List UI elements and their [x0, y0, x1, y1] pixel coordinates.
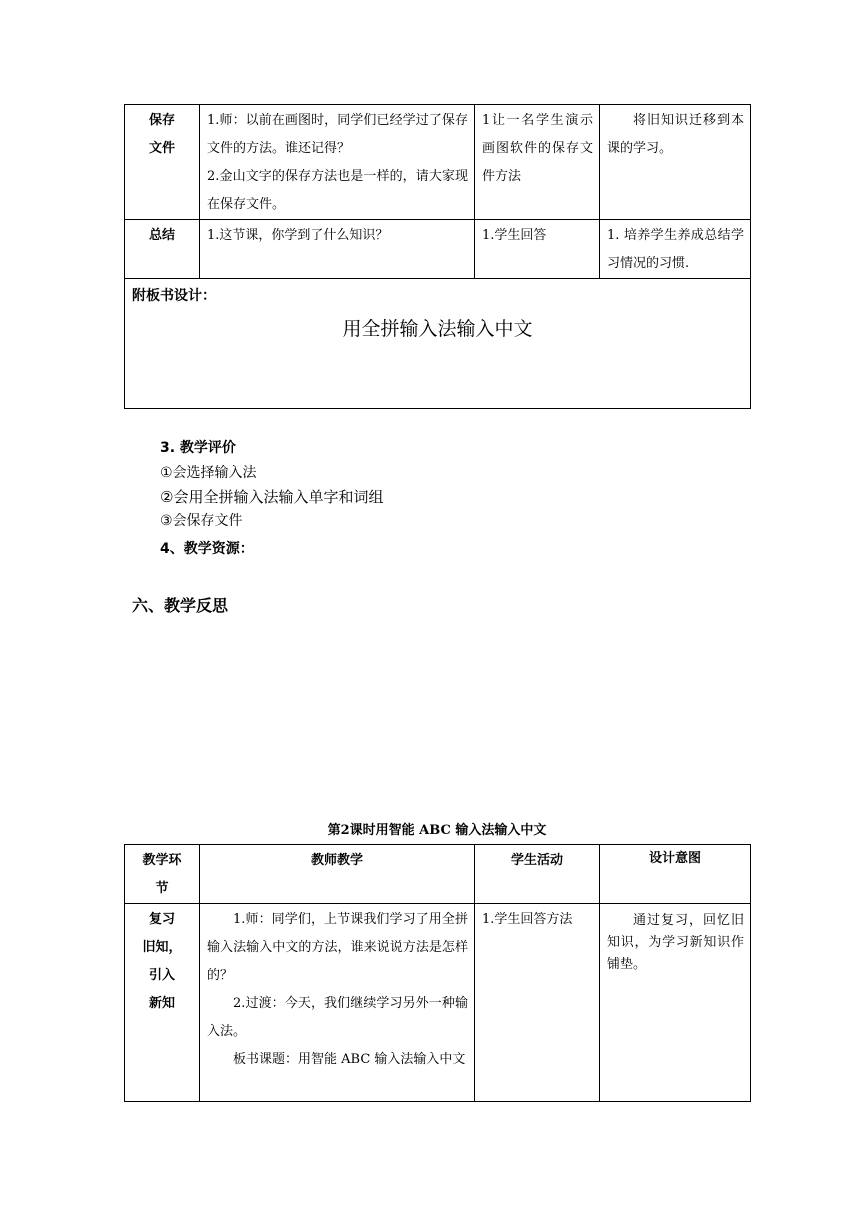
student-text: 1.学生回答方法 [482, 912, 573, 927]
stage-line: 旧知， [142, 940, 182, 955]
teacher-text: 2.金山文字的保存方法也是一样的，请大家现在保存文件。 [207, 169, 468, 212]
teacher-cell [200, 105, 475, 220]
teacher-text: 1.这节课，你学到了什么知识？ [207, 228, 389, 243]
board-title: 用全拼输入法输入中文 [342, 318, 533, 340]
lesson2-title: 第2课时用智能 ABC 输入法输入中文 [327, 823, 547, 838]
student-text: 1让一名学生演示画图软件的保存文件方法 [482, 113, 593, 184]
intent-cell [600, 105, 751, 220]
resources-heading: 4、教学资源： [160, 541, 254, 557]
stage-line: 引入 [148, 968, 175, 983]
board-label: 附板书设计： [132, 288, 216, 304]
header-text: 教学环 [142, 853, 182, 868]
teacher-text: 2.过渡：今天，我们继续学习另外一种输入法。 [207, 996, 468, 1039]
intent-cell [600, 904, 751, 1102]
stage-cell [125, 105, 200, 220]
table-row [125, 904, 751, 1102]
header-text: 学生活动 [510, 853, 563, 868]
stage-line: 新知 [148, 996, 175, 1011]
intent-text: 1. 培养学生养成总结学习情况的习惯. [607, 228, 744, 271]
student-cell [475, 904, 600, 1102]
evaluation-item: ③会保存文件 [160, 513, 243, 529]
intent-text: 将旧知识迁移到本课的学习。 [607, 113, 744, 156]
header-text: 节 [155, 881, 169, 896]
stage-cell [125, 904, 200, 1102]
intent-cell [600, 220, 751, 279]
teacher-text: 板书课题：用智能 ABC 输入法输入中文 [233, 1052, 466, 1067]
table-row [125, 105, 751, 220]
header-row [125, 845, 751, 904]
intent-text: 通过复习，回忆旧知识，为学习新知识作铺垫。 [607, 913, 744, 972]
evaluation-heading: 3. 教学评价 [160, 440, 236, 456]
stage-line: 复习 [148, 912, 175, 927]
board-row [125, 279, 751, 409]
table-row [125, 220, 751, 279]
student-cell [475, 220, 600, 279]
evaluation-item: ①会选择输入法 [160, 465, 257, 481]
stage-cell [125, 220, 200, 279]
student-text: 1.学生回答 [482, 228, 547, 243]
stage-line: 保存 [148, 113, 175, 128]
header-text: 教师教学 [310, 853, 363, 868]
board-cell [125, 279, 751, 409]
stage-line: 文件 [148, 141, 175, 156]
evaluation-item: ②会用全拼输入法输入单字和词组 [160, 488, 384, 506]
header-stage [125, 845, 200, 904]
teacher-cell [200, 220, 475, 279]
teacher-text: 1.师：同学们，上节课我们学习了用全拼输入法输入中文的方法，谁来说说方法是怎样的？ [207, 912, 468, 983]
header-teacher [200, 845, 475, 904]
header-text: 设计意图 [648, 851, 701, 866]
teacher-cell [200, 904, 475, 1102]
student-cell [475, 105, 600, 220]
stage-line: 总结 [148, 228, 175, 243]
header-intent [600, 845, 751, 904]
lesson-table-1 [124, 104, 751, 409]
reflection-heading: 六、教学反思 [132, 596, 229, 615]
teacher-text: 1.师：以前在画图时，同学们已经学过了保存文件的方法。谁还记得？ [207, 113, 468, 156]
header-student [475, 845, 600, 904]
lesson-table-2 [124, 844, 751, 1102]
